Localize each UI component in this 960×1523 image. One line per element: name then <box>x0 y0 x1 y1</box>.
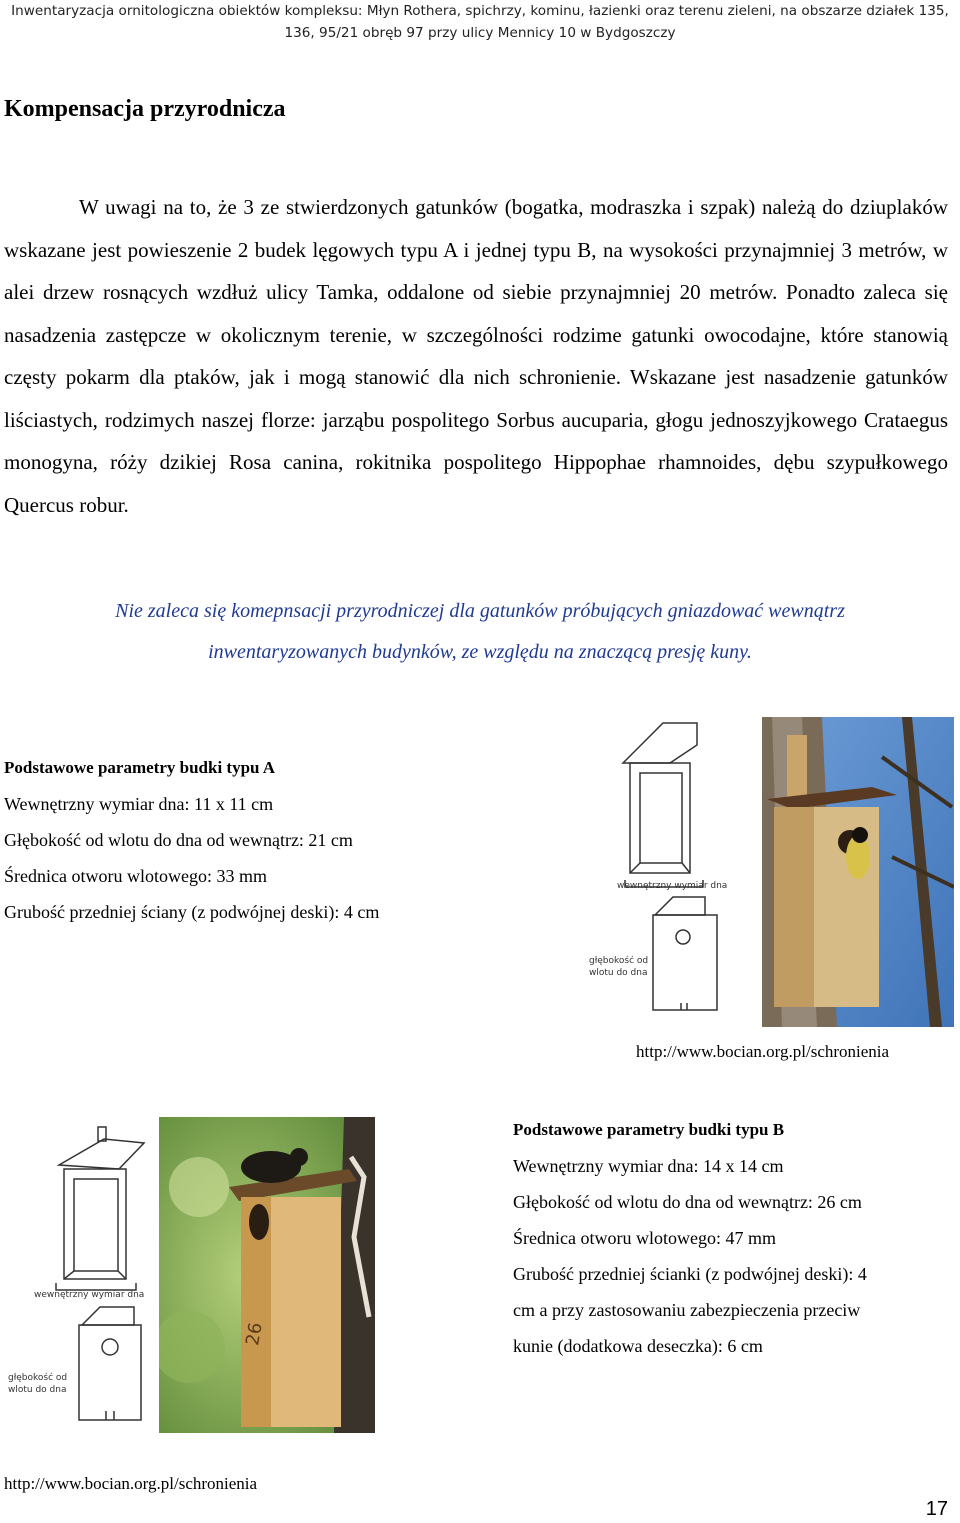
note-line-1: Nie zaleca się komepnsacji przyrodniczej dla gatunków próbujących gniazdować wewnątrz <box>115 600 845 622</box>
box-a-line: Wewnętrzny wymiar dna: 11 x 11 cm <box>4 794 274 814</box>
box-a-line: Grubość przedniej ściany (z podwójnej deski): 4 cm <box>4 902 380 922</box>
section-title: Kompensacja przyrodnicza <box>4 96 286 122</box>
box-a-params <box>4 750 379 930</box>
box-b-heading: Podstawowe parametry budki typu B <box>513 1120 785 1139</box>
box-b-diagram-label-inner: wewnętrzny wymiar dna <box>34 1290 145 1300</box>
page-number: 17 <box>925 1498 948 1520</box>
box-b-photo-number: 26 <box>242 1320 267 1348</box>
box-b-diagram-label-depth-1: głębokość od <box>8 1373 68 1383</box>
header-line-1: Inwentaryzacja ornitologiczna obiektów kompleksu: Młyn Rothera, spichrzy, kominu, łazienki oraz terenu zieleni, na obszarze działek 135, <box>11 3 949 19</box>
box-b-line: Wewnętrzny wymiar dna: 14 x 14 cm <box>513 1156 784 1176</box>
box-a-diagram-label-inner: wewnętrzny wymiar dna <box>617 881 728 891</box>
body-paragraph: W uwagi na to, że 3 ze stwierdzonych gatunków (bogatka, modraszka i szpak) należą do dziuplaków wskazane jest powieszenie 2 budek lęgowych typu A i jednej typu B, na wysokości przynajmniej 3 metrów, w alei drzew rosnących wzdłuż ulicy Tamka, oddalone od siebie przynajmniej 20 metrów. Ponadto zaleca się nasadzenia zastępcze w okolicznym terenie, w szczególności rodzime gatunki owocodajne, które stanowią częsty pokarm dla ptaków, jak i mogą stanowić dla nich schronienie. Wskazane jest nasadzenie gatunków liściastych, rodzimych naszej florze: jarząbu pospolitego Sorbus aucuparia, głogu jednoszyjkowego Crataegus monogyna, róży dzikiej Rosa canina, rokitnika pospolitego Hippophae rhamnoides, dębu szypułkowego Quercus robur. <box>4 195 948 517</box>
page-header <box>0 0 960 44</box>
box-b-diagram <box>4 1125 154 1425</box>
box-a-diagram <box>585 715 760 1015</box>
box-a-heading: Podstawowe parametry budki typu A <box>4 758 276 777</box>
note-line-2: inwentaryzowanych budynków, ze względu na znaczącą presję kuny. <box>208 641 752 663</box>
box-b-params <box>513 1112 867 1364</box>
box-b-line: cm a przy zastosowaniu zabezpieczenia przeciw <box>513 1300 861 1320</box>
box-a-diagram-label-depth-1: głębokość od <box>589 956 649 966</box>
box-a-photo <box>762 717 954 1027</box>
box-b-line: kunie (dodatkowa deseczka): 6 cm <box>513 1336 763 1356</box>
box-a-diagram-label-depth-2: wlotu do dna <box>589 968 648 978</box>
box-b-source: http://www.bocian.org.pl/schronienia <box>4 1474 258 1493</box>
box-b-line: Średnica otworu wlotowego: 47 mm <box>513 1228 776 1248</box>
box-a-line: Głębokość od wlotu do dna od wewnątrz: 21 cm <box>4 830 353 850</box>
box-b-line: Grubość przedniej ścianki (z podwójnej deski): 4 <box>513 1264 867 1284</box>
box-b-line: Głębokość od wlotu do dna od wewnątrz: 26 cm <box>513 1192 862 1212</box>
box-a-source: http://www.bocian.org.pl/schronienia <box>636 1042 890 1061</box>
box-b-photo <box>159 1117 375 1433</box>
header-line-2: 136, 95/21 obręb 97 przy ulicy Mennicy 10 w Bydgoszczy <box>284 25 676 41</box>
box-a-line: Średnica otworu wlotowego: 33 mm <box>4 866 267 886</box>
box-b-diagram-label-depth-2: wlotu do dna <box>8 1385 67 1395</box>
